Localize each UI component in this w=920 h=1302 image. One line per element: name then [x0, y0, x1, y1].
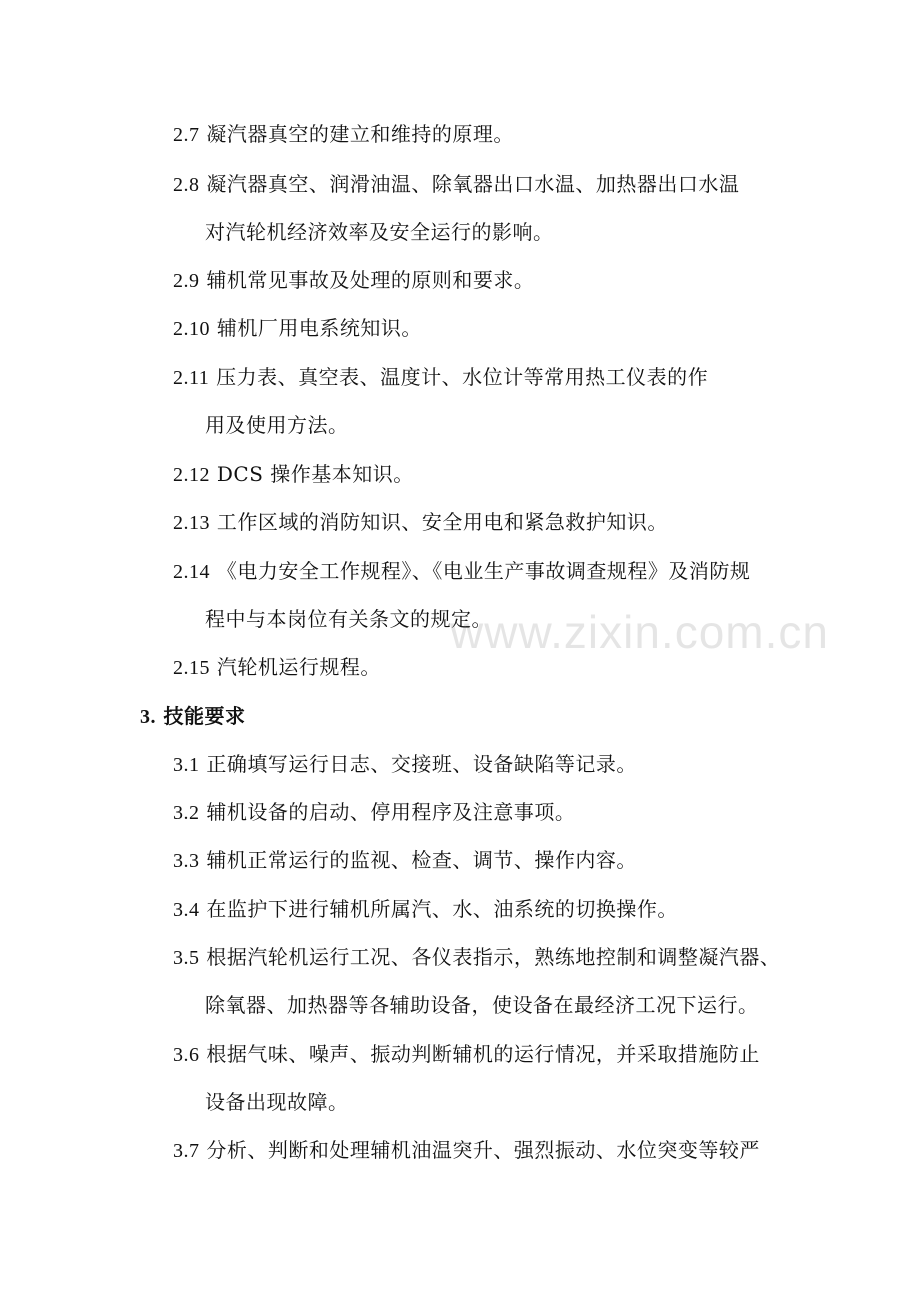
item-text: 除氧器、加热器等各辅助设备，使设备在最经济工况下运行。: [205, 993, 759, 1017]
item-text: 汽轮机运行规程。: [216, 655, 381, 679]
item-text: 辅机设备的启动、停用程序及注意事项。: [206, 800, 576, 824]
item-2-14: [173, 559, 750, 584]
item-text: 根据气味、噪声、振动判断辅机的运行情况，并采取措施防止: [206, 1042, 760, 1066]
item-3-6: [173, 1042, 760, 1067]
section-heading-3: [140, 704, 245, 729]
section-title: 技能要求: [163, 704, 246, 728]
item-number: 2.13: [173, 512, 210, 534]
item-number: 2.12: [173, 464, 210, 486]
item-3-5-continuation: [205, 993, 759, 1017]
item-text: 用及使用方法。: [205, 413, 349, 437]
item-2-11: [173, 365, 708, 390]
item-3-4: [173, 897, 678, 922]
item-text: 设备出现故障。: [205, 1090, 349, 1114]
item-text: 压力表、真空表、温度计、水位计等常用热工仪表的作: [216, 365, 709, 389]
item-2-7: [173, 122, 514, 147]
item-number: 2.7: [173, 124, 200, 146]
item-text: 分析、判断和处理辅机油温突升、强烈振动、水位突变等较严: [206, 1138, 760, 1162]
item-2-12: [173, 462, 414, 487]
item-number: 3.4: [173, 899, 200, 921]
item-number: 3.3: [173, 850, 200, 872]
item-2-15: [173, 655, 381, 680]
item-number: 3.6: [173, 1044, 200, 1066]
item-3-5: [173, 945, 780, 970]
item-number: 2.11: [173, 367, 210, 389]
item-2-8: [173, 172, 739, 197]
item-2-11-continuation: [205, 413, 349, 437]
item-text: 凝汽器真空的建立和维持的原理。: [206, 122, 514, 146]
item-2-9: [173, 268, 534, 293]
item-text: 辅机常见事故及处理的原则和要求。: [206, 268, 535, 292]
item-2-10: [173, 316, 422, 341]
item-3-3: [173, 848, 637, 873]
item-number: 3.1: [173, 754, 200, 776]
item-text: 对汽轮机经济效率及安全运行的影响。: [205, 220, 554, 244]
item-2-14-continuation: [205, 607, 492, 631]
item-text: 工作区域的消防知识、安全用电和紧急救护知识。: [216, 510, 668, 534]
item-3-6-continuation: [205, 1090, 349, 1114]
item-number: 2.9: [173, 270, 200, 292]
item-text: 程中与本岗位有关条文的规定。: [205, 607, 492, 631]
item-2-8-continuation: [205, 220, 554, 244]
item-text: DCS 操作基本知识。: [216, 462, 414, 486]
item-3-1: [173, 752, 637, 777]
item-number: 2.10: [173, 318, 210, 340]
item-number: 3.2: [173, 802, 200, 824]
item-number: 3.5: [173, 947, 200, 969]
item-text: 在监护下进行辅机所属汽、水、油系统的切换操作。: [206, 897, 678, 921]
item-text: 正确填写运行日志、交接班、设备缺陷等记录。: [206, 752, 637, 776]
item-3-7: [173, 1138, 760, 1163]
item-2-13: [173, 510, 668, 535]
item-text: 辅机正常运行的监视、检查、调节、操作内容。: [206, 848, 637, 872]
item-number: 2.8: [173, 174, 200, 196]
watermark: www.zixin.com.cn: [450, 606, 829, 658]
item-number: 2.14: [173, 561, 210, 583]
item-3-2: [173, 800, 575, 825]
item-text: 凝汽器真空、润滑油温、除氧器出口水温、加热器出口水温: [206, 172, 740, 196]
item-text: 《电力安全工作规程》、《电业生产事故调查规程》及消防规: [216, 559, 751, 583]
item-number: 2.15: [173, 657, 210, 679]
item-text: 辅机厂用电系统知识。: [216, 316, 422, 340]
item-number: 3.7: [173, 1140, 200, 1162]
item-text: 根据汽轮机运行工况、各仪表指示，熟练地控制和调整凝汽器、: [206, 945, 781, 969]
section-number: 3.: [140, 706, 156, 728]
